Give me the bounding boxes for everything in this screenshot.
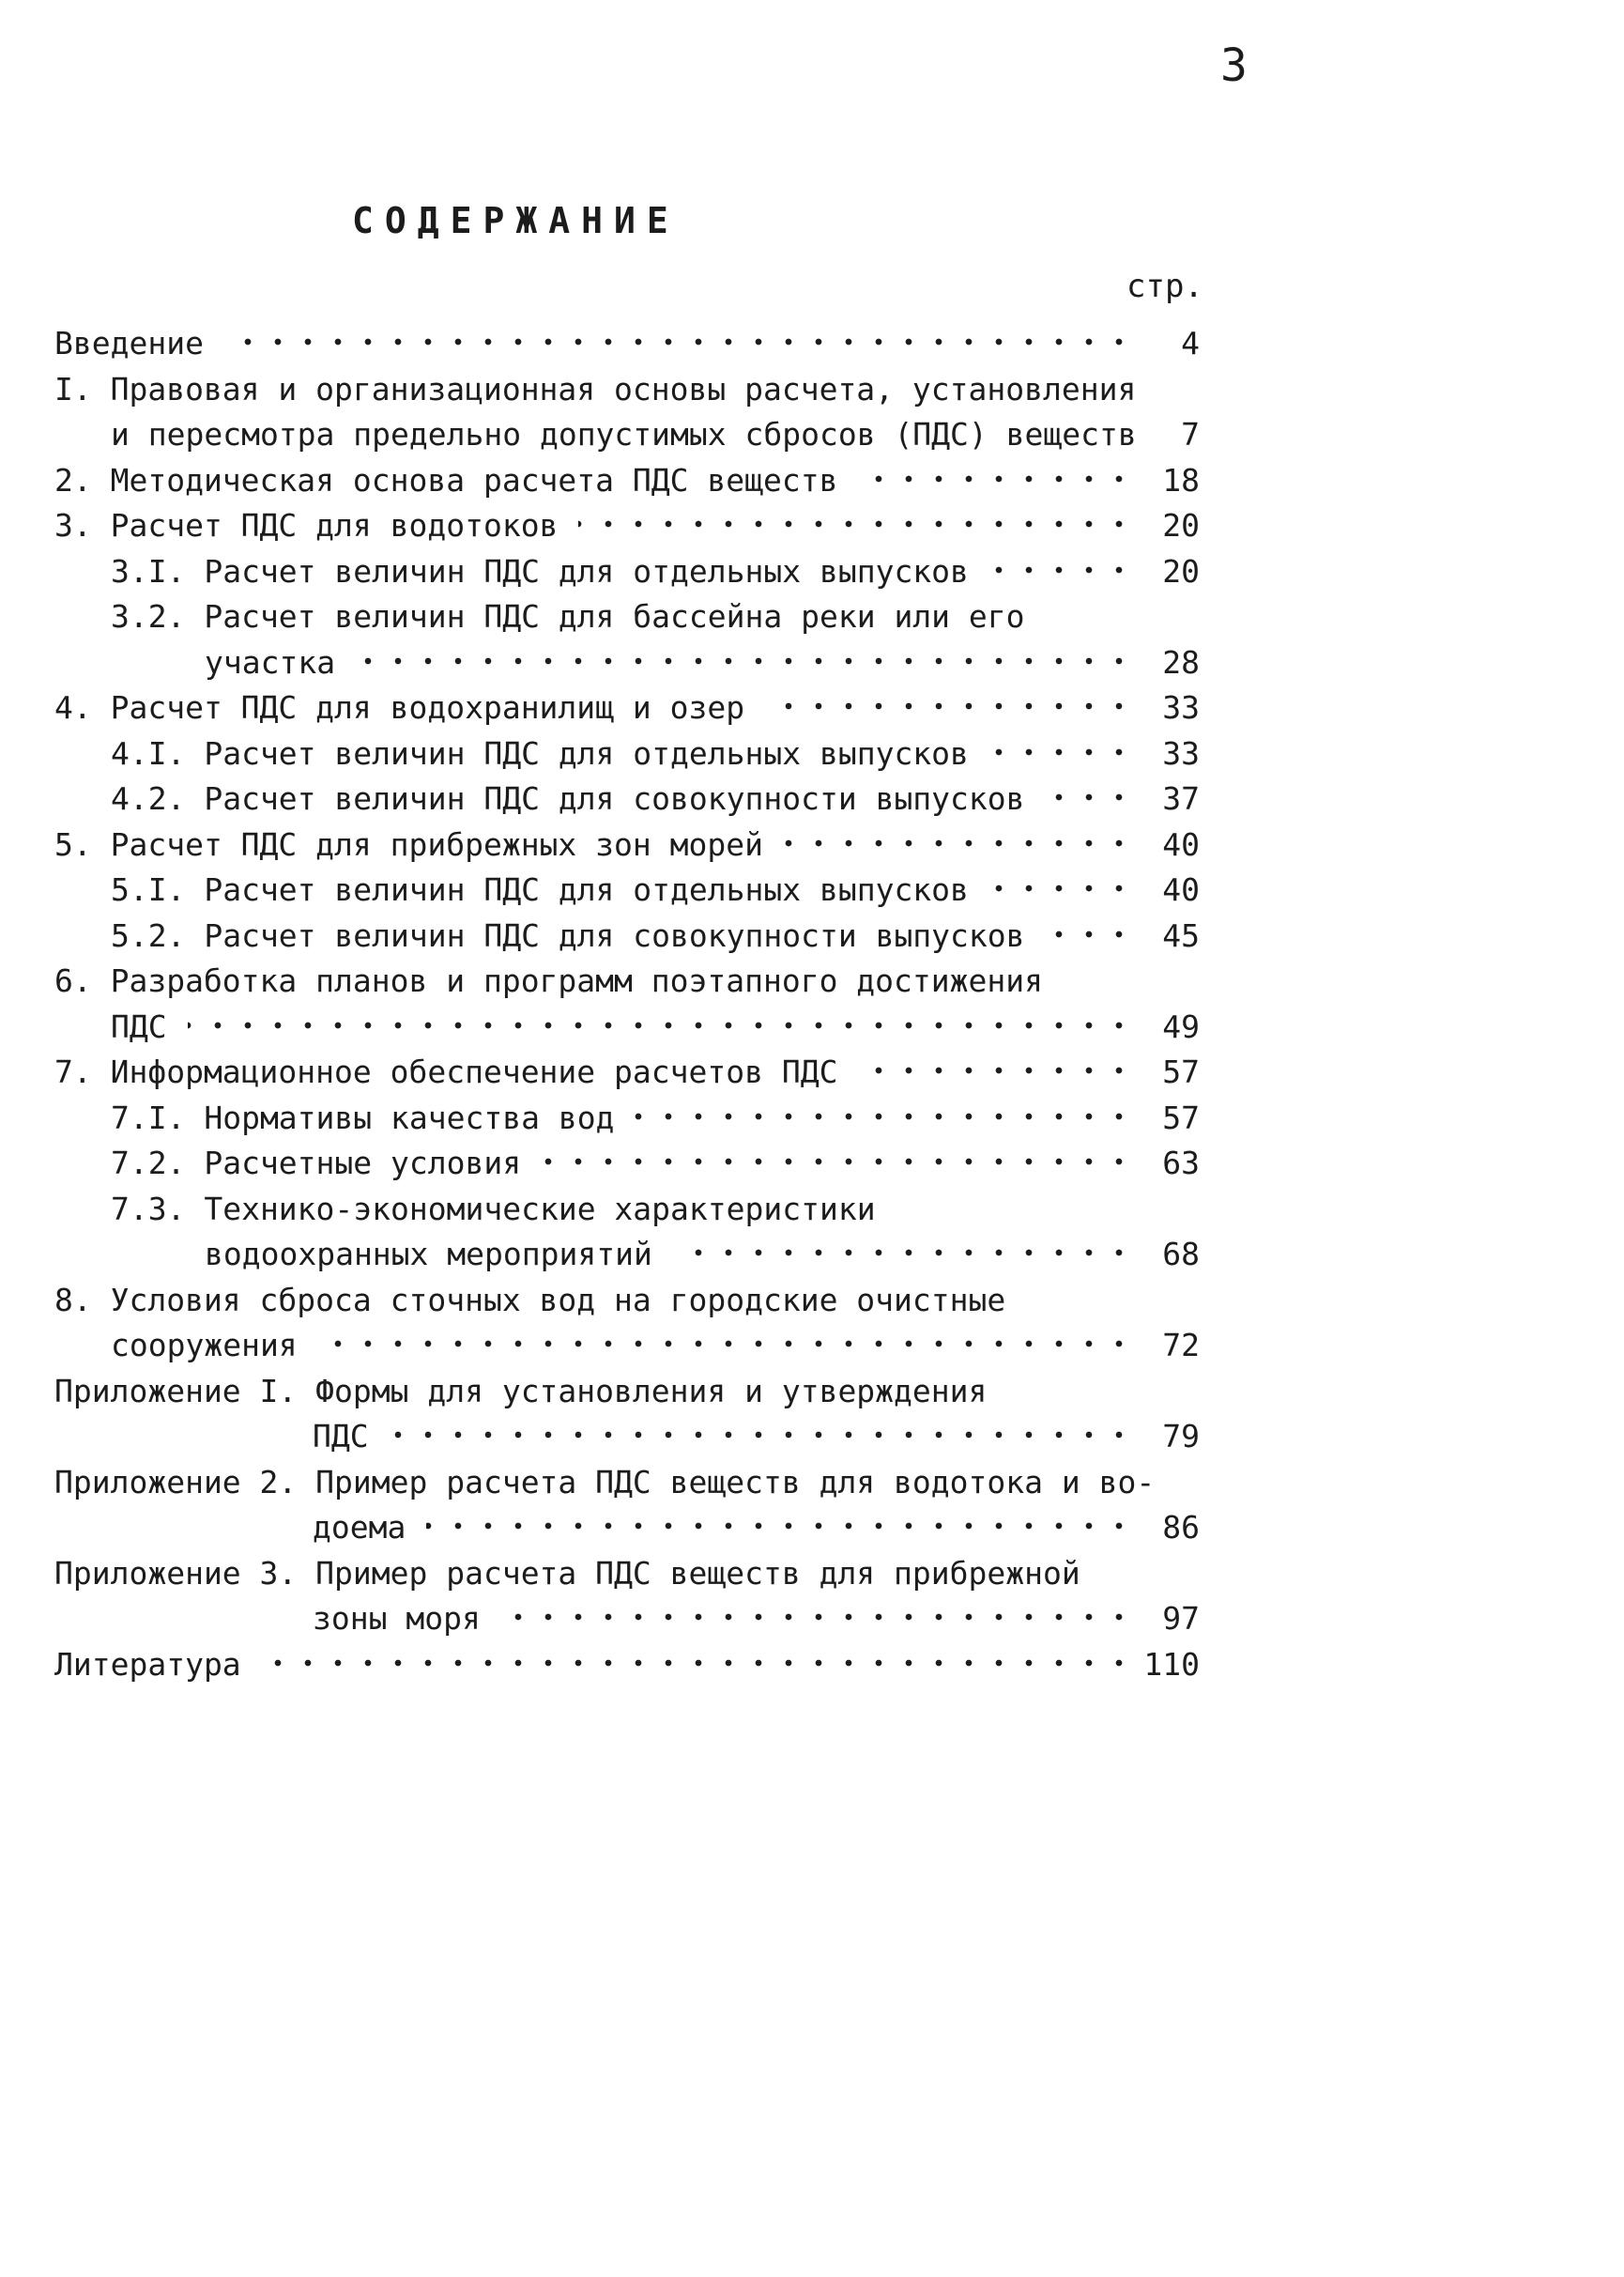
toc-line — [54, 1232, 1200, 1278]
toc-entry-text: 4.I. Расчет величин ПДС для отдельных выпусков — [111, 734, 969, 772]
toc-line — [54, 1505, 1200, 1551]
toc-line — [54, 503, 1200, 549]
dot-leader — [188, 1012, 1134, 1038]
toc-entry-text: 8. Условия сброса сточных вод на городские очистные — [54, 1281, 1006, 1318]
toc-entry-text: зоны моря — [313, 1600, 481, 1637]
toc-page-number: 28 — [1162, 643, 1200, 681]
dot-leader — [318, 1331, 1134, 1357]
toc-entry-text: 5. Расчет ПДС для прибрежных зон морей — [54, 825, 763, 863]
toc-entry-text: сооружения — [111, 1327, 298, 1363]
toc-line — [54, 731, 1200, 777]
toc-line — [54, 914, 1200, 960]
dot-leader — [784, 830, 1134, 856]
dot-leader — [765, 693, 1134, 719]
toc-page-number: 7 — [1181, 416, 1200, 453]
toc-page-number: 33 — [1162, 734, 1200, 772]
toc-line — [54, 1596, 1200, 1642]
toc-line — [54, 1141, 1200, 1187]
toc-entry-text: 7. Информационное обеспечение расчетов ПДС — [54, 1054, 838, 1090]
toc-line — [54, 1369, 1200, 1415]
toc-entry-text: доема — [313, 1509, 406, 1546]
dot-leader — [1046, 784, 1134, 810]
toc-page-number: 37 — [1162, 780, 1200, 817]
toc-line — [54, 1414, 1200, 1460]
toc-entry-text: водоохранных мероприятий — [205, 1236, 652, 1272]
toc-page-number: 4 — [1181, 325, 1200, 362]
toc-page-number: 40 — [1162, 871, 1200, 908]
toc-line — [54, 1460, 1200, 1506]
toc-entry-text: ПДС — [111, 1008, 167, 1045]
toc-line — [54, 412, 1200, 458]
dot-leader — [262, 1650, 1134, 1676]
dot-leader — [1046, 921, 1134, 947]
toc-entry-text: 3. Расчет ПДС для водотоков — [54, 507, 559, 544]
toc-line — [54, 321, 1200, 367]
toc-line — [54, 868, 1200, 914]
toc-page-number: 45 — [1162, 916, 1200, 954]
toc-entry-text: 3.2. Расчет величин ПДС для бассейна реки или его — [111, 598, 1025, 635]
toc-line — [54, 1096, 1200, 1142]
toc-line — [54, 549, 1200, 595]
toc-line — [54, 1050, 1200, 1096]
toc-line — [54, 1005, 1200, 1051]
toc-page-number: 86 — [1162, 1509, 1200, 1546]
toc-line — [54, 594, 1200, 640]
toc-line — [54, 959, 1200, 1005]
toc-page-number: 97 — [1162, 1600, 1200, 1637]
toc-page-number: 72 — [1162, 1327, 1200, 1363]
toc-page-number: 63 — [1162, 1145, 1200, 1181]
dot-leader — [224, 329, 1134, 355]
toc-page-number: 20 — [1162, 552, 1200, 590]
page-title: СОДЕРЖАНИЕ — [352, 200, 680, 241]
toc-entry-text: 3.I. Расчет величин ПДС для отдельных выпусков — [111, 552, 969, 590]
dot-leader — [501, 1604, 1134, 1630]
page-number: 3 — [1220, 39, 1248, 92]
toc-entry-text: Литература — [54, 1645, 241, 1683]
dot-leader — [426, 1513, 1134, 1539]
toc-page-number: 57 — [1162, 1099, 1200, 1136]
toc-entry-text: 2. Методическая основа расчета ПДС веществ — [54, 461, 838, 499]
toc-line — [54, 1642, 1200, 1688]
toc-page-number: 33 — [1162, 689, 1200, 726]
toc-entry-text: Приложение 3. Пример расчета ПДС веществ для прибрежной — [54, 1554, 1080, 1592]
toc-entry-text: Приложение I. Формы для установления и утверждения — [54, 1372, 988, 1409]
toc-entry-text: и пересмотра предельно допустимых сбросов (ПДС) веществ — [111, 416, 1137, 453]
dot-leader — [858, 466, 1134, 492]
page-column-header: стр. — [1126, 268, 1203, 305]
dot-leader — [635, 1103, 1134, 1130]
toc-entry-text: 5.I. Расчет величин ПДС для отдельных выпусков — [111, 871, 969, 908]
toc-line — [54, 823, 1200, 869]
table-of-contents — [54, 321, 1200, 1687]
toc-entry-text: Приложение 2. Пример расчета ПДС веществ для водотока и во- — [54, 1463, 1156, 1500]
toc-entry-text: ПДС — [313, 1418, 369, 1454]
toc-line — [54, 367, 1200, 413]
toc-line — [54, 640, 1200, 686]
toc-entry-text: 4.2. Расчет величин ПДС для совокупности выпусков — [111, 780, 1025, 817]
toc-line — [54, 685, 1200, 731]
toc-line — [54, 777, 1200, 823]
toc-entry-text: 6. Разработка планов и программ поэтапного достижения — [54, 962, 1043, 999]
toc-line — [54, 1551, 1200, 1597]
dot-leader — [356, 648, 1134, 674]
dot-leader — [578, 511, 1134, 537]
dot-leader — [673, 1239, 1134, 1266]
dot-leader — [858, 1057, 1134, 1084]
dot-leader — [989, 557, 1134, 583]
toc-page-number: 79 — [1162, 1418, 1200, 1454]
toc-entry-text: 7.I. Нормативы качества вод — [111, 1099, 615, 1136]
toc-line — [54, 1187, 1200, 1233]
toc-page-number: 110 — [1143, 1645, 1200, 1683]
dot-leader — [390, 1422, 1134, 1448]
toc-line — [54, 1278, 1200, 1324]
toc-entry-text: Введение — [54, 325, 204, 362]
toc-line — [54, 1323, 1200, 1369]
toc-page-number: 49 — [1162, 1008, 1200, 1045]
toc-entry-text: участка — [205, 643, 336, 681]
toc-page-number: 40 — [1162, 825, 1200, 863]
dot-leader — [542, 1148, 1134, 1175]
toc-entry-text: 4. Расчет ПДС для водохранилищ и озер — [54, 689, 745, 726]
toc-page-number: 57 — [1162, 1054, 1200, 1090]
toc-page-number: 18 — [1162, 461, 1200, 499]
toc-entry-text: I. Правовая и организационная основы расчета, установления — [54, 370, 1137, 408]
toc-line — [54, 458, 1200, 504]
toc-entry-text: 5.2. Расчет величин ПДС для совокупности выпусков — [111, 916, 1025, 954]
dot-leader — [989, 875, 1134, 901]
toc-entry-text: 7.3. Технико-экономические характеристики — [111, 1190, 876, 1227]
toc-page-number: 20 — [1162, 507, 1200, 544]
toc-page-number: 68 — [1162, 1236, 1200, 1272]
dot-leader — [989, 739, 1134, 765]
toc-entry-text: 7.2. Расчетные условия — [111, 1145, 522, 1181]
